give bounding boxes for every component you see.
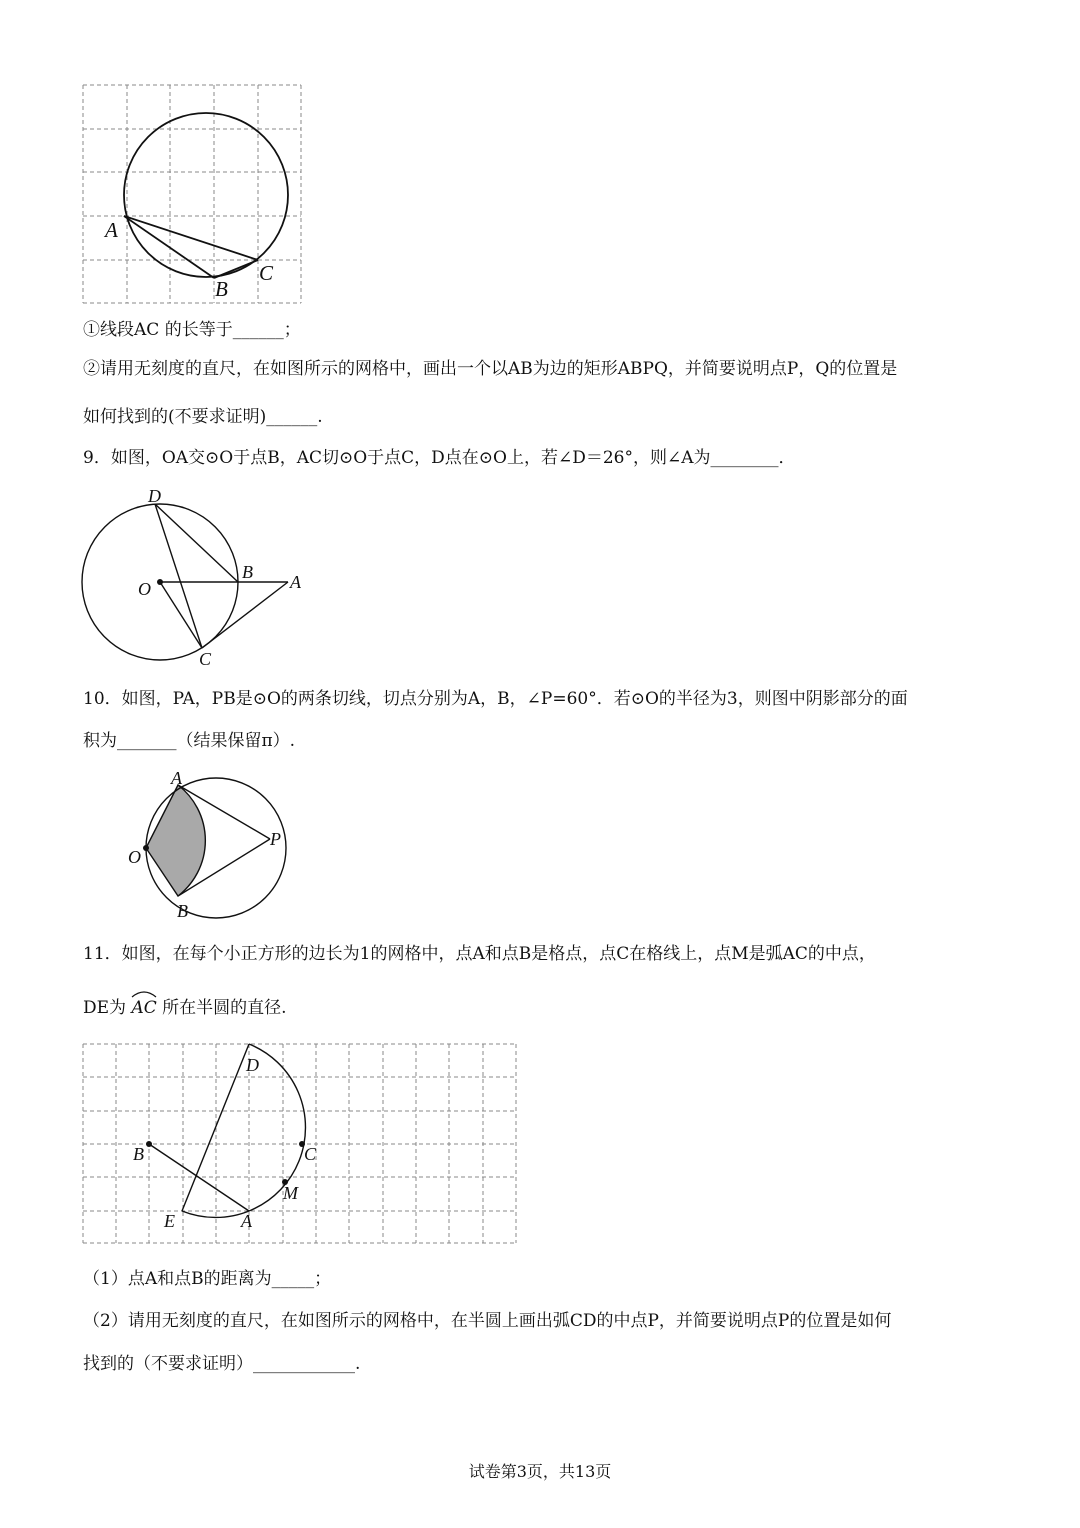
q8-sub2-line1: ②请用无刻度的直尺，在如图所示的网格中，画出一个以AB为边的矩形ABPQ，并简要说明点P，Q的位置是: [83, 359, 898, 379]
q8-sub1: ①线段AC 的长等于______；: [83, 320, 301, 340]
q9-label-d: D: [148, 486, 161, 506]
q11-label-c: C: [304, 1144, 317, 1164]
q11-arc-label: AC: [131, 998, 157, 1018]
q10-line2: 积为_______（结果保留π）.: [83, 731, 296, 751]
q10-shaded-sector: [146, 785, 205, 896]
page-footer: 试卷第3页，共13页: [468, 1462, 612, 1481]
q8-label-a: A: [105, 218, 118, 242]
q11-line2: [83, 992, 287, 1020]
q10-label-a: A: [171, 768, 182, 788]
q11-label-e: E: [164, 1211, 175, 1231]
q11-arc-symbol: [131, 992, 156, 1020]
q8-label-c: C: [259, 261, 274, 285]
q10-center-dot: [143, 845, 149, 851]
q10-label-o: O: [128, 847, 141, 867]
q9-label-o: O: [138, 579, 151, 599]
q11-line2-post: 所在半圆的直径.: [162, 998, 287, 1018]
q9-segment-oc: [160, 582, 202, 648]
q9-text: 9．如图，OA交⊙O于点B，AC切⊙O于点C，D点在⊙O上，若∠D＝26°，则∠A为________．: [83, 448, 796, 468]
q11-label-d: D: [246, 1055, 259, 1075]
q11-label-m: M: [283, 1183, 298, 1203]
q10-line1: 10．如图，PA，PB是⊙O的两条切线，切点分别为A，B，∠P=60°．若⊙O的半径为3，则图中阴影部分的面: [83, 689, 908, 709]
q8-segment-bc: [214, 260, 258, 278]
q10-label-b: B: [177, 901, 188, 921]
q11-sub2-line1: （2）请用无刻度的直尺，在如图所示的网格中，在半圆上画出弧CD的中点P，并简要说明点P的位置是如何: [83, 1311, 892, 1331]
q9-label-b: B: [242, 562, 253, 582]
q8-label-b: B: [215, 277, 228, 301]
q9-label-c: C: [199, 649, 212, 669]
q11-line2-pre: DE为: [83, 998, 127, 1018]
q9-label-a: A: [290, 572, 301, 592]
q10-label-p: P: [270, 829, 281, 849]
q9-figure: [75, 485, 320, 675]
q8-segment-ac: [124, 216, 258, 260]
q11-label-b: B: [133, 1144, 144, 1164]
q11-label-a: A: [241, 1211, 252, 1231]
q11-arc-mark: [131, 990, 157, 998]
q11-point-b: [146, 1141, 152, 1147]
q8-figure: [78, 80, 308, 312]
q11-line1: 11．如图，在每个小正方形的边长为1的网格中，点A和点B是格点，点C在格线上，点M是弧AC的中点，: [83, 944, 876, 964]
q11-figure: [78, 1039, 523, 1249]
q9-segment-ca: [202, 582, 288, 648]
q8-circle: [124, 113, 288, 277]
q11-sub2-line2: 找到的（不要求证明）____________.: [83, 1354, 361, 1374]
q11-sub1: （1）点A和点B的距离为_____；: [83, 1269, 332, 1289]
q8-sub2-line2: 如何找到的(不要求证明)______.: [83, 407, 323, 427]
q10-figure: [75, 767, 300, 922]
q9-center-dot: [157, 579, 163, 585]
